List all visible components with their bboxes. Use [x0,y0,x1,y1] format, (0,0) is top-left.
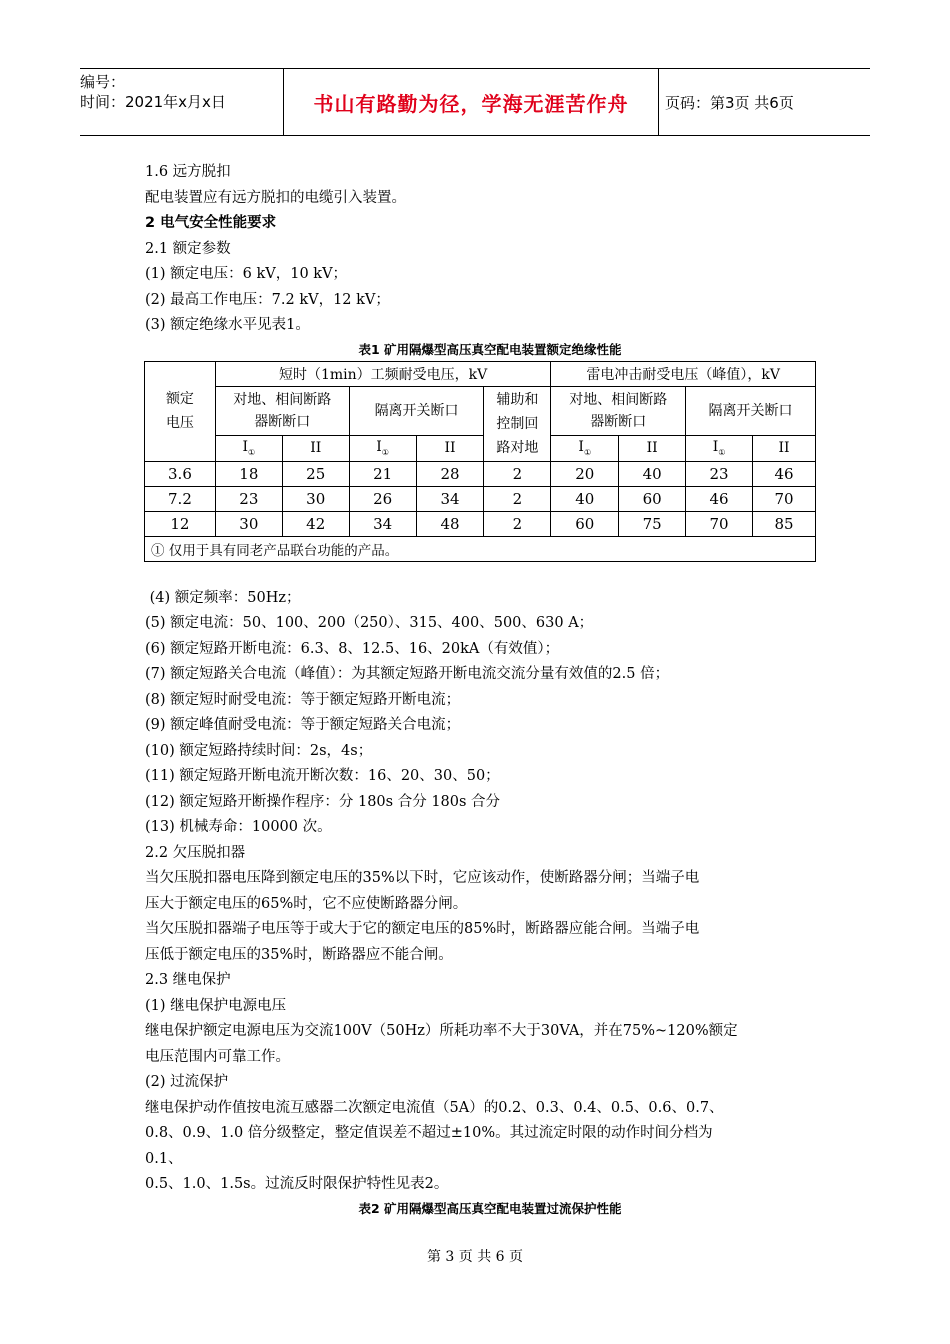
paragraph-line: 0.5、1.0、1.5s。过流反时限保护特性见表2。 [145,1176,449,1192]
col-ii-header: II [282,435,349,461]
table-cell: 30 [215,511,282,536]
table1-caption: 表1 矿用隔爆型高压真空配电装置额定绝缘性能 [358,341,622,357]
table-footnote: ① 仅用于具有同老产品联台功能的产品。 [145,536,816,561]
header-motto: 书山有路勤为径，学海无涯苦作舟 [283,69,659,135]
header-info-cell [80,69,282,135]
col-i-header: $I_①$ [686,435,753,461]
table-cell: 40 [619,461,686,486]
table-cell: 48 [416,511,484,536]
section-heading: 2.1 额定参数 [145,240,231,257]
document-body [145,160,835,1220]
table-cell: 42 [282,511,349,536]
section-heading: 2.2 欠压脱扣器 [145,844,246,861]
list-item: (1) 继电保护电源电压 [145,997,287,1014]
list-item: (13) 机械寿命：10000 次。 [145,819,332,835]
header-ground-phase: 对地、相间断路 器断断口 [215,386,349,435]
header-isolation-switch-lightning: 隔离开关断口 [686,386,816,435]
paragraph-line: 继电保护动作值按电流互感器二次额定电流值（5A）的0.2、0.3、0.4、0.5、0.6、0.7、 [145,1099,724,1116]
paragraph-line: 电压范围内可靠工作。 [145,1048,290,1065]
col-ii-header: II [416,435,484,461]
table2-caption: 表2 矿用隔爆型高压真空配电装置过流保护性能 [358,1200,622,1216]
col-i-header: $I_①$ [551,435,619,461]
table-cell: 30 [282,486,349,511]
list-item: (12) 额定短路开断操作程序：分 180s 合分 180s 合分 [145,793,501,810]
col-i-header: $I_①$ [349,435,416,461]
header-rated-voltage: 额定 电压 [145,361,216,461]
table-cell: 46 [686,486,753,511]
table-cell: 46 [753,461,816,486]
paragraph-line: 0.8、0.9、1.0 倍分级整定，整定值误差不超过±10%。其过流定时限的动作时间分档为 [145,1125,713,1141]
list-item: (4) 额定频率：50Hz； [145,589,301,606]
list-item: (7) 额定短路关合电流（峰值）：为其额定短路开断电流交流分量有效值的2.5 倍； [145,666,670,682]
paragraph-line: 0.1、 [145,1150,183,1167]
col-ii-header: II [619,435,686,461]
table-cell: 2 [484,511,551,536]
table-cell: 40 [551,486,619,511]
table-cell: 23 [215,486,282,511]
document-time-label: 时间：2021年x月x日 [80,93,226,111]
table-cell: 26 [349,486,416,511]
table-cell: 21 [349,461,416,486]
table-cell: 70 [686,511,753,536]
col-i-header: $I_①$ [215,435,282,461]
table-row [145,511,816,536]
paragraph-line: 当欠压脱扣器电压降到额定电压的35%以下时，它应该动作，使断路器分闸；当端子电 [145,870,700,886]
table-cell: 2 [484,461,551,486]
section-heading: 1.6 远方脱扣 [145,164,231,180]
list-item: (10) 额定短路持续时间：2s，4s； [145,742,373,759]
list-item: (1) 额定电压：6 kV，10 kV； [145,266,348,282]
page-header [80,68,870,136]
table-cell: 3.6 [145,461,216,486]
header-short-time-group: 短时（1min）工频耐受电压，kV [215,361,550,386]
insulation-table [144,361,816,562]
table-cell: 70 [753,486,816,511]
list-item: (2) 最高工作电压：7.2 kV，12 kV； [145,291,390,308]
table-cell: 2 [484,486,551,511]
header-lightning-group: 雷电冲击耐受电压（峰值），kV [551,361,816,386]
list-item: (11) 额定短路开断电流开断次数：16、20、30、50； [145,768,500,784]
paragraph-line: 继电保护额定电源电压为交流100V（50Hz）所耗功率不大于30VA，并在75%~120%额定 [145,1023,738,1039]
table-cell: 85 [753,511,816,536]
table-cell: 20 [551,461,619,486]
table-cell: 25 [282,461,349,486]
table-cell: 18 [215,461,282,486]
page-footer: 第 3 页 共 6 页 [426,1249,524,1265]
paragraph-line: 压大于额定电压的65%时，它不应使断路器分闸。 [145,895,468,912]
col-ii-header: II [753,435,816,461]
section-heading: 2.3 继电保护 [145,972,231,988]
table-row [145,486,816,511]
header-page-number: 页码：第3页 共6页 [665,93,794,112]
table-cell: 28 [416,461,484,486]
table-cell: 75 [619,511,686,536]
list-item: (3) 额定绝缘水平见表1。 [145,317,310,333]
table-row [145,461,816,486]
table-cell: 7.2 [145,486,216,511]
table-cell: 60 [619,486,686,511]
table-cell: 23 [686,461,753,486]
header-ground-phase-lightning: 对地、相间断路 器断断口 [551,386,686,435]
table-cell: 34 [349,511,416,536]
list-item: (2) 过流保护 [145,1074,229,1090]
header-aux-control: 辅助和 控制回 路对地 [484,386,551,461]
list-item: (9) 额定峰值耐受电流：等于额定短路关合电流； [145,717,461,733]
table-cell: 12 [145,511,216,536]
spacer [145,562,835,586]
header-isolation-switch: 隔离开关断口 [349,386,484,435]
paragraph-line: 当欠压脱扣器端子电压等于或大于它的额定电压的85%时，断路器应能合闸。当端子电 [145,921,700,937]
list-item: (5) 额定电流：50、100、200（250）、315、400、500、630 A； [145,615,594,631]
document-number-label: 编号： [80,73,126,91]
table-cell: 60 [551,511,619,536]
list-item: (8) 额定短时耐受电流：等于额定短路开断电流； [145,691,461,708]
paragraph-line: 压低于额定电压的35%时，断路器应不能合闸。 [145,946,453,963]
paragraph-line: 配电装置应有远方脱扣的电缆引入装置。 [145,189,406,206]
table-cell: 34 [416,486,484,511]
list-item: (6) 额定短路开断电流：6.3、8、12.5、16、20kA（有效值）； [145,640,560,657]
chapter-heading: 2 电气安全性能要求 [145,215,277,231]
